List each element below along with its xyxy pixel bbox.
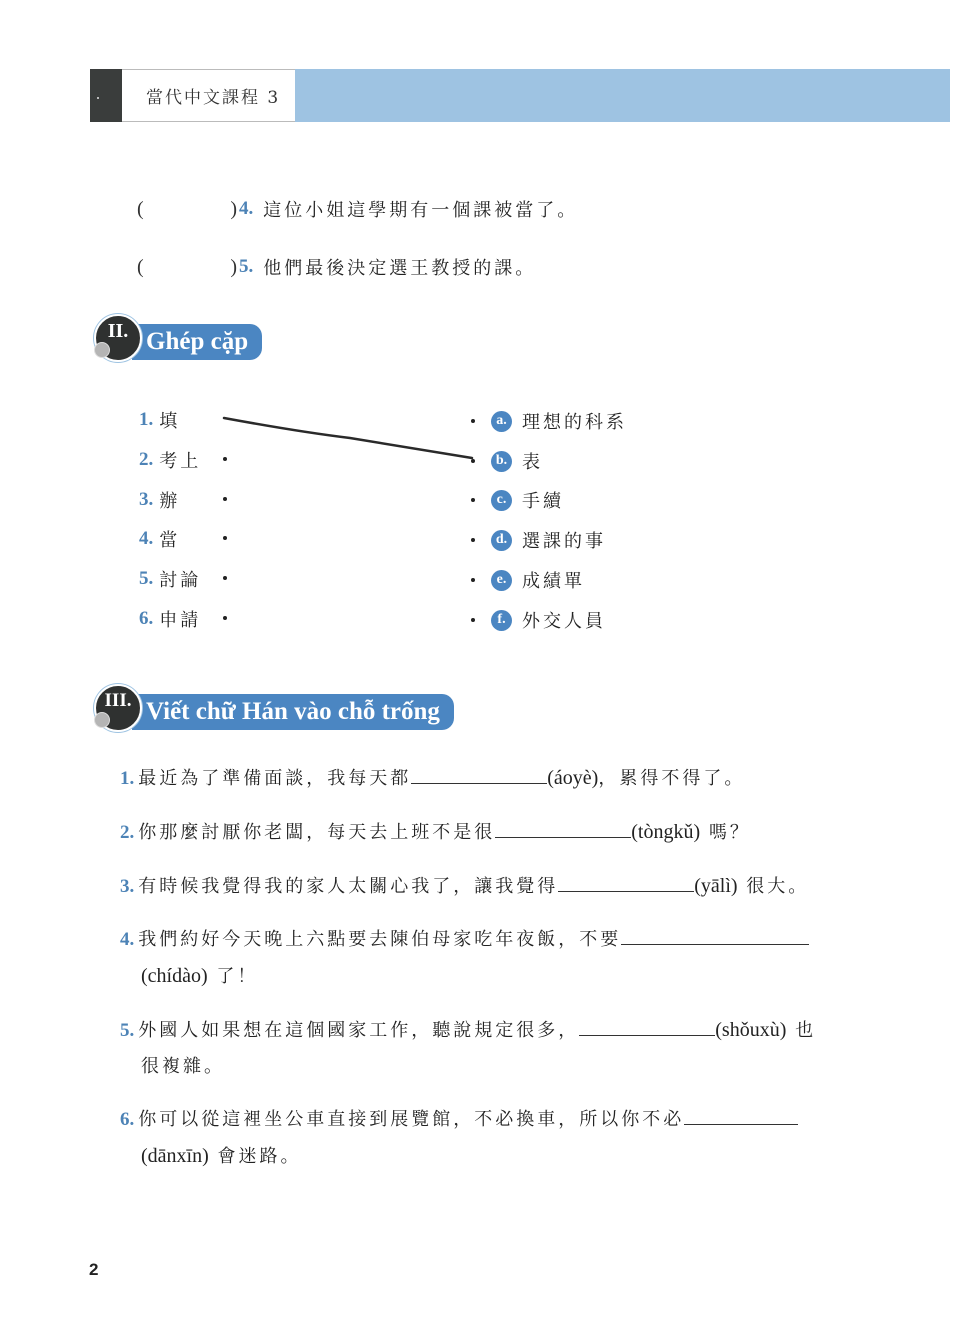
item-number: 5. (239, 256, 254, 277)
match-left-item-5: 5. 討論 (139, 568, 202, 591)
connector-dot[interactable] (471, 538, 475, 542)
section-numeral-badge: II. (94, 314, 142, 362)
answer-blank[interactable] (495, 818, 631, 838)
letter-badge: d. (491, 530, 512, 551)
match-right-item-e: e. 成績單 (471, 567, 585, 593)
answer-blank[interactable] (411, 764, 547, 784)
match-right-item-a: a. 理想的科系 (471, 408, 627, 434)
fill-item-5: 5. 外國人如果想在這個國家工作，聽說規定很多， (shǒuxù) 也 很複雜。 (120, 1012, 880, 1085)
connector-dot[interactable] (471, 498, 475, 502)
connector-dot[interactable] (471, 419, 475, 423)
match-right-item-f: f. 外交人員 (471, 607, 606, 633)
fill-item-6: 6. 你可以從這裡坐公車直接到展覽館，不必換車，所以你不必 (dānxīn) 會迷路。 (120, 1102, 880, 1175)
connector-dot[interactable] (471, 459, 475, 463)
section-3-heading (94, 684, 454, 732)
fill-item-4: 4. 我們約好今天晚上六點要去陳伯母家吃年夜飯，不要 (chídào) 了！ (120, 922, 880, 995)
book-title: 當代中文課程 3 (122, 69, 295, 122)
connector-dot[interactable] (471, 618, 475, 622)
answer-paren[interactable]: ( ) (137, 255, 237, 278)
connector-dot[interactable] (223, 497, 227, 501)
match-left-item-4: 4. 當 (139, 528, 181, 551)
match-left-item-2: 2. 考上 (139, 449, 202, 472)
section-title: Ghép cặp (132, 324, 262, 360)
item-text: 他們最後決定選王教授的課。 (263, 258, 537, 279)
connector-dot[interactable] (223, 576, 227, 580)
fill-item-2: 2. 你那麼討厭你老闆，每天去上班不是很 (tòngkǔ) 嗎？ (120, 814, 880, 851)
answer-blank[interactable] (558, 872, 694, 892)
decorative-dot-icon (94, 342, 110, 358)
connector-dot[interactable] (223, 616, 227, 620)
connector-dot[interactable] (471, 578, 475, 582)
fill-item-3: 3. 有時候我覺得我的家人太關心我了，讓我覺得 (yālì) 很大。 (120, 868, 880, 905)
item-text: 這位小姐這學期有一個課被當了。 (263, 200, 579, 221)
letter-badge: c. (491, 490, 512, 511)
answer-blank[interactable] (621, 925, 809, 945)
match-right-item-c: c. 手續 (471, 487, 564, 513)
answer-paren[interactable]: ( ) (137, 197, 237, 220)
match-right-item-b: b. 表 (471, 448, 543, 474)
fill-item-1: 1. 最近為了準備面談，我每天都 (áoyè)，累得不得了。 (120, 760, 880, 797)
answer-blank[interactable] (579, 1016, 715, 1036)
connector-dot[interactable] (223, 457, 227, 461)
connector-dot[interactable] (223, 536, 227, 540)
match-left-item-6: 6. 申請 (139, 608, 202, 631)
section-numeral-badge: III. (94, 684, 142, 732)
section-title: Viết chữ Hán vào chỗ trống (132, 694, 454, 730)
letter-badge: e. (491, 570, 512, 591)
letter-badge: f. (491, 610, 512, 631)
match-left-item-1: 1. 填 (139, 409, 181, 432)
match-right-item-d: d. 選課的事 (471, 527, 606, 553)
decorative-dot-icon (94, 712, 110, 728)
answer-blank[interactable] (684, 1105, 798, 1125)
match-left-item-3: 3. 辦 (139, 489, 181, 512)
letter-badge: a. (491, 411, 512, 432)
letter-badge: b. (491, 451, 512, 472)
page-number: 2 (89, 1260, 99, 1279)
item-number: 4. (239, 198, 254, 219)
